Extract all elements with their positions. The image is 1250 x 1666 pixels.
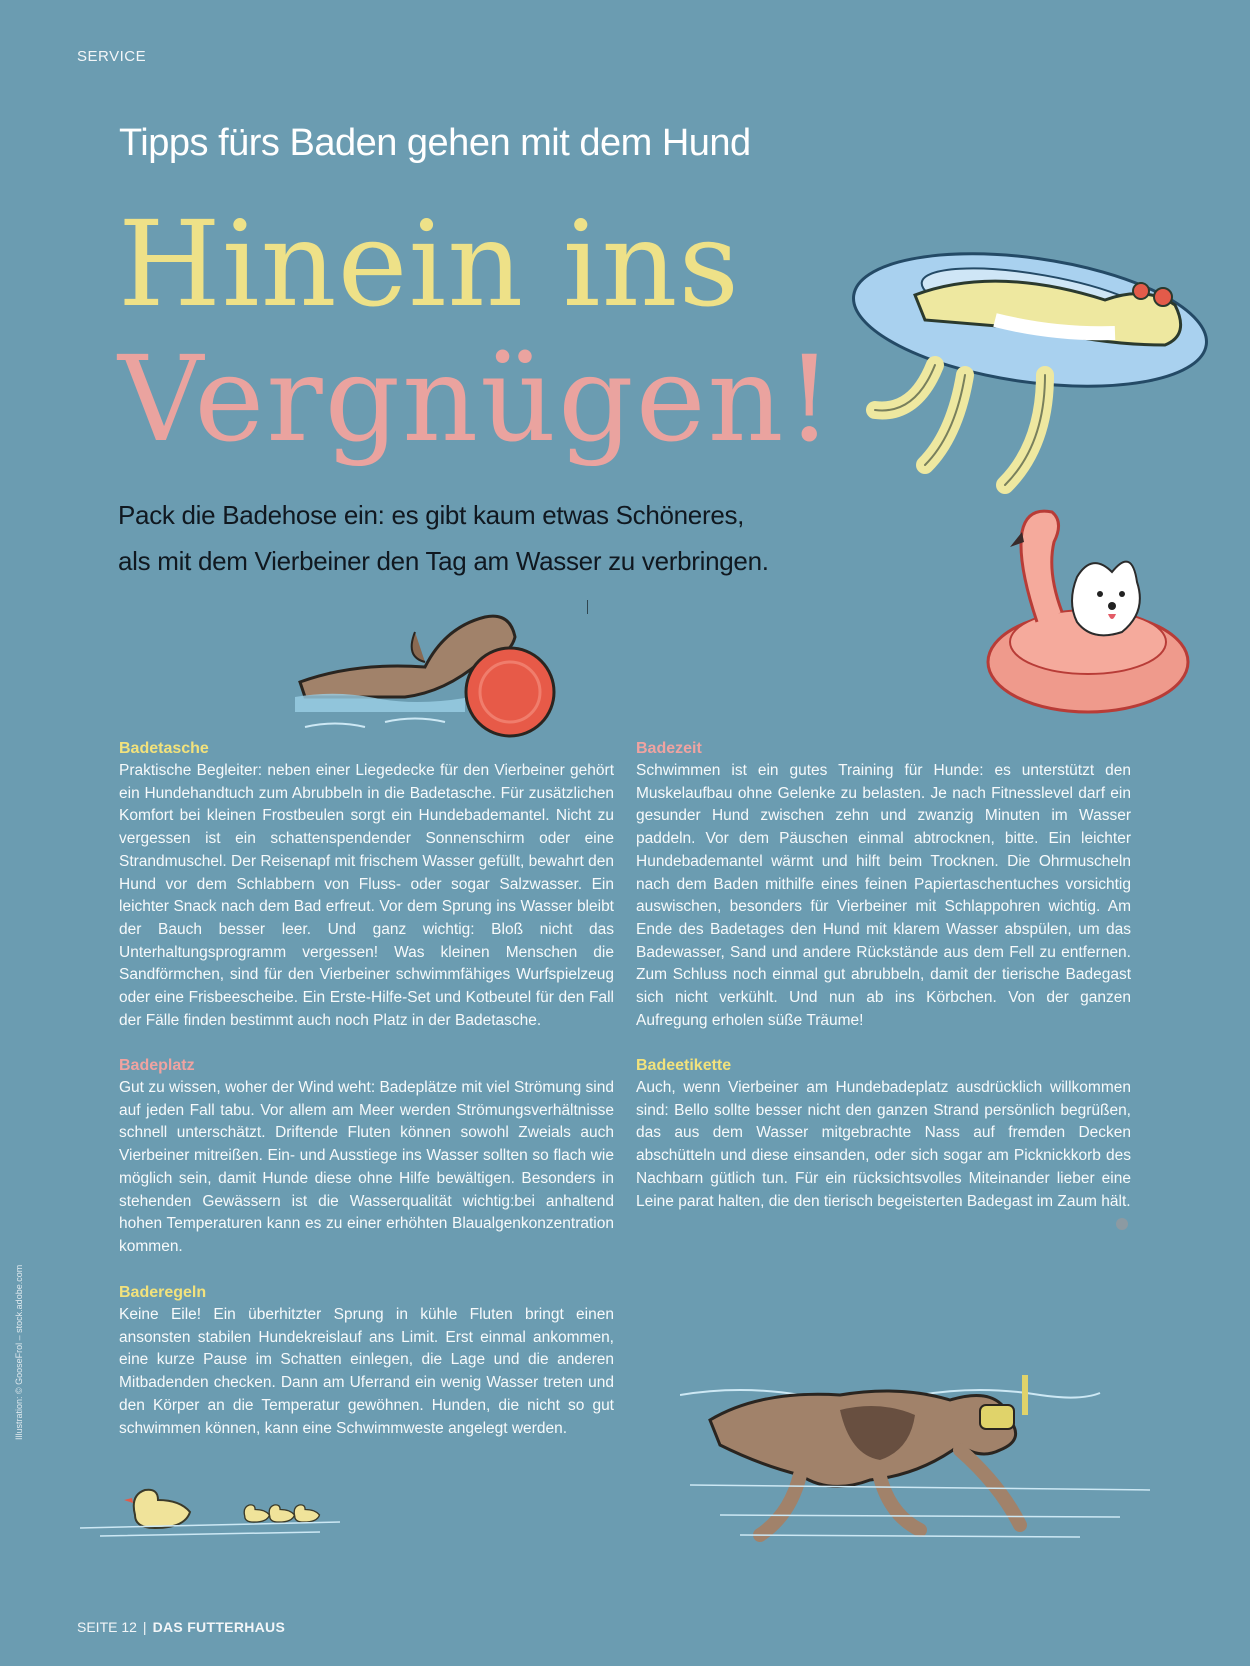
heading-badeetikette: Badeetikette — [636, 1057, 732, 1074]
section-badeplatz — [119, 1055, 614, 1259]
section-baderegeln — [119, 1282, 614, 1440]
text-badetasche: Praktische Begleiter: neben einer Liegedecke für den Vierbeiner gehört ein Hundehandtuch zum Abrubbeln in die Badetasche. Für zusätzlichen Komfort bei kleinen Frostbeulen sorgt ein Hundebademantel. Nicht zu vergessen ist ein schattenspendender Sonnenschirm oder eine Strandmuschel. Der Reisenapf mit frischem Wasser gefüllt, bewahrt den Hund vor dem Schlabbern von Fluss- oder sogar Salzwasser. Ein leichter Snack nach dem Bad erfreut. Vor dem Sprung ins Wasser bleibt der Bauch besser leer. Und ganz wichtig: Bloß nicht das Unterhaltungsprogramm vergessen! Was kleinen Menschen die Sandförmchen, sind für den Vierbeiner schwimmfähiges Wurfspielzeug oder eine Frisbeescheibe. Ein Erste-Hilfe-Set und Kotbeutel für den Fall der Fälle finden bestimmt auch noch Platz in der Badetasche. — [119, 762, 614, 1029]
text-cursor-mark — [587, 600, 588, 614]
dog-frisbee-illustration — [295, 602, 570, 742]
end-mark-dot — [1116, 1218, 1128, 1230]
dog-swim-ring-illustration — [845, 225, 1215, 495]
intro-line-1: Pack die Badehose ein: es gibt kaum etwas Schöneres, — [118, 500, 745, 530]
text-badezeit: Schwimmen ist ein gutes Training für Hunde: es unterstützt den Muskelaufbau ohne Gelenke zu belasten. Je nach Fitnesslevel darf ein gesunder Hund zwischen zehn und zwanzig Minuten im Wasser paddeln. Vor dem Päuschen einmal abtrocknen, bitte. Ein leichter Hundebademantel wärmt und hilft beim Trocknen. Die Ohrmuscheln nach dem Baden mithilfe eines feinen Papiertaschentuches vorsichtig auswischen, besonders für Vierbeiner mit Schlappohren wichtig. Am Ende des Badetages den Hund mit klarem Wasser abspülen, um das Badewasser, Sand und andere Rückstände aus dem Fell zu entfernen. Zum Schluss noch einmal gut abrubbeln, damit der tierische Badegast sich nicht verkühlt. Und nun ab ins Körbchen. Von der ganzen Aufregung erholen süße Träume! — [636, 762, 1131, 1029]
kicker-title: Tipps fürs Baden gehen mit dem Hund — [119, 122, 751, 164]
footer-separator: | — [142, 1619, 147, 1635]
page-footer — [77, 1619, 285, 1635]
flamingo-ring-dog-illustration — [982, 502, 1197, 722]
section-badetasche — [119, 738, 614, 1032]
headline-line-2: Vergnügen! — [118, 330, 835, 468]
text-badeplatz: Gut zu wissen, woher der Wind weht: Badeplätze mit viel Strömung sind auf jeden Fall tabu. Vor allem am Meer werden Strömungsverhältnisse schnell unterschätzt. Driftende Fluten können sowohl Zweials auch Vierbeiner mitreißen. Ein- und Ausstiege ins Wasser sollten so flach wie möglich sein, damit Hunde diese ohne Hilfe bewältigen. Besonders in stehenden Gewässern ist die Wasserqualität wichtig:bei anhaltend hohen Temperaturen kann es zu einer erhöhten Blaualgenkonzentration kommen. — [119, 1079, 614, 1255]
intro-text — [118, 492, 818, 584]
heading-baderegeln: Baderegeln — [119, 1284, 207, 1301]
section-badezeit — [636, 738, 1131, 1032]
section-badeetikette — [636, 1055, 1131, 1213]
page-number: SEITE 12 — [77, 1619, 137, 1635]
intro-line-2: als mit dem Vierbeiner den Tag am Wasser zu verbringen. — [118, 546, 769, 576]
illustration-credit: Illustration: © GooseFrol – stock.adobe.com — [14, 1264, 24, 1440]
text-badeetikette: Auch, wenn Vierbeiner am Hundebadeplatz ausdrücklich willkommen sind: Bello sollte besser nicht den ganzen Strand persönlich begrüßen, das aus dem Wasser mitgebrachte Nass auf fremden Decken abschütteln und diese einsanden, oder sich sogar am Picknickkorb des Nachbarn gütlich tun. Für ein rücksichtsvolles Miteinander lieber eine Leine parat halten, die den tierisch begeisterten Badegast im Zaum hält. — [636, 1079, 1131, 1210]
snorkel-dog-illustration — [680, 1365, 1175, 1550]
brand-name: DAS FUTTERHAUS — [152, 1619, 286, 1635]
heading-badezeit: Badezeit — [636, 740, 702, 757]
ducks-illustration — [80, 1470, 350, 1540]
heading-badetasche: Badetasche — [119, 740, 209, 757]
text-baderegeln: Keine Eile! Ein überhitzter Sprung in kühle Fluten bringt einen ansonsten stabilen Hundekreislauf ans Limit. Erst einmal ankommen, eine kurze Pause im Schatten einlegen, die Lage und die anderen Mitbadenden checken. Dann am Uferrand ein wenig Wasser treten und den Körper an die Temperatur gewöhnen. Hunden, die nicht so gut schwimmen können, kann eine Schwimmweste angelegt werden. — [119, 1306, 614, 1437]
heading-badeplatz: Badeplatz — [119, 1057, 195, 1074]
headline-line-1: Hinein ins — [118, 195, 741, 333]
section-label: SERVICE — [77, 48, 147, 65]
